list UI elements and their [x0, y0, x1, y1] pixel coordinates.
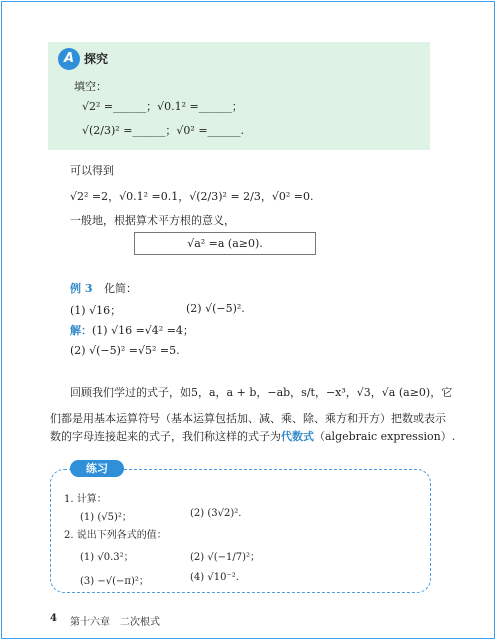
explore-line-2: √(2/3)² =______；√0² =______. — [82, 124, 245, 137]
explore-line-1: √2² =______；√0.1² =______； — [82, 100, 243, 113]
example-task: 化简： — [104, 282, 137, 295]
practice-item-2c: (3) −√(−π)²； — [80, 576, 149, 587]
solution-label: 解： — [70, 324, 92, 337]
paragraph-line-3-tail: （algebraic expression）. — [314, 430, 456, 443]
derivation-result: √2² =2，√0.1² =0.1，√(2/3)² = 2/3，√0² =0. — [70, 190, 314, 203]
chapter-title: 第十六章 二次根式 — [70, 617, 160, 628]
practice-item-1a: (1) (√5)²； — [80, 512, 132, 523]
solution-1: (1) √16 =√4² =4； — [92, 324, 194, 337]
example-q2: (2) √(−5)². — [186, 302, 245, 315]
derivation-intro: 可以得到 — [70, 164, 114, 177]
fill-label: 填空： — [74, 80, 107, 93]
solution-2: (2) √(−5)² =√5² =5. — [70, 344, 180, 357]
practice-item-2: 2. 说出下列各式的值： — [64, 530, 167, 541]
formula-box: √a² =a (a≥0). — [134, 232, 316, 255]
practice-item-1b: (2) (3√2)². — [190, 508, 242, 519]
practice-item-1: 1. 计算： — [64, 494, 107, 505]
paragraph-line-3 — [50, 428, 455, 444]
example-q1: (1) √16； — [70, 304, 122, 317]
practice-tag: 练习 — [70, 460, 124, 477]
paragraph-line-2: 们都是用基本运算符号（基本运算包括加、减、乘、除、乘方和开方）把数或表示 — [50, 412, 446, 425]
example-label: 例 3 — [70, 282, 93, 295]
term-algebraic-expression: 代数式 — [281, 430, 314, 443]
practice-item-2a: (1) √0.3²； — [80, 552, 134, 563]
page-number: 4 — [50, 613, 57, 624]
paragraph-line-3-text: 数的字母连接起来的式子，我们称这样的式子为 — [50, 430, 281, 443]
practice-item-2d: (4) √10⁻². — [190, 572, 239, 583]
explore-title: 探究 — [84, 52, 109, 66]
derivation-general: 一般地，根据算术平方根的意义， — [70, 214, 235, 227]
paragraph-line-1: 回顾我们学过的式子，如5，a，a + b，−ab，s/t，−x³，√3，√a (a≥0)，它 — [70, 386, 453, 399]
explore-badge-icon: A — [58, 48, 80, 70]
practice-item-2b: (2) √(−1/7)²； — [190, 552, 260, 563]
